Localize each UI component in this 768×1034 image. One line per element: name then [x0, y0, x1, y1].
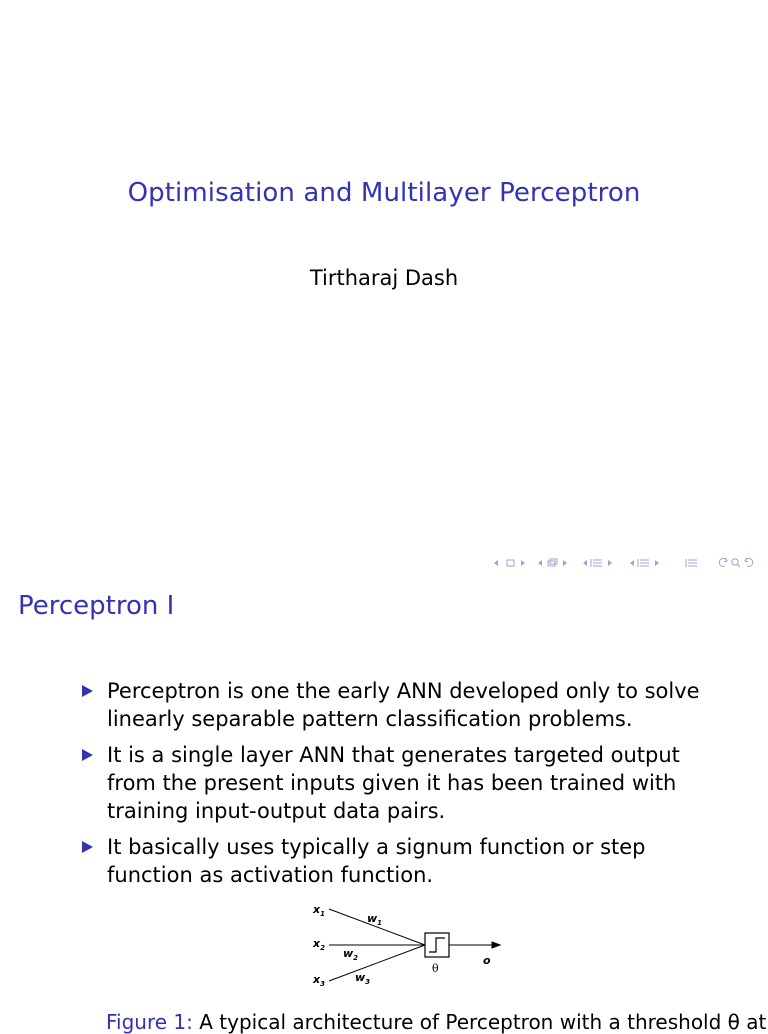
- threshold-label: θ: [432, 962, 439, 975]
- bullet-text: It is a single layer ANN that generates targeted output from the present inputs given it has been trained with training input-output data pairs.: [107, 743, 680, 823]
- next-section-icon[interactable]: [608, 560, 612, 566]
- beamer-navigation-bar: [490, 553, 764, 573]
- triangle-bullet-icon: [82, 749, 93, 761]
- back-icon[interactable]: [719, 558, 727, 566]
- triangle-bullet-icon: [82, 841, 93, 853]
- bullet-text: Perceptron is one the early ANN developed only to solve linearly separable pattern classification problems.: [107, 679, 700, 731]
- prev-doc-icon[interactable]: [630, 560, 634, 566]
- next-subsection-icon[interactable]: [563, 560, 567, 566]
- input-label-x1: $x_1$: [313, 903, 325, 918]
- bullet-list: [80, 677, 720, 897]
- author-name: Tirtharaj Dash: [309, 266, 459, 290]
- bullet-text: It basically uses typically a signum function or step function as activation function.: [107, 835, 646, 887]
- frame-icon[interactable]: [507, 560, 514, 566]
- input-label-x2: $x_2$: [313, 937, 325, 952]
- presentation-title: Optimisation and Multilayer Perceptron: [127, 178, 641, 208]
- weight-label-w1: $w_1$: [367, 912, 383, 927]
- bullet-item: [80, 677, 720, 733]
- caption-text: A typical architecture of Perceptron with a threshold θ at: [199, 1010, 767, 1034]
- triangle-bullet-icon: [82, 685, 93, 697]
- prev-frame-icon[interactable]: [494, 560, 498, 566]
- search-icon[interactable]: [732, 559, 740, 567]
- doc-icon[interactable]: [638, 559, 649, 567]
- perceptron-diagram: [305, 895, 510, 995]
- subsection-icon[interactable]: [548, 559, 557, 566]
- output-label: o: [483, 954, 491, 967]
- next-doc-icon[interactable]: [655, 560, 659, 566]
- output-arrow-icon: [449, 942, 500, 948]
- frame-title: Perceptron I: [18, 591, 175, 621]
- weight-label-w2: $w_2$: [343, 947, 359, 962]
- next-frame-icon[interactable]: [521, 560, 525, 566]
- bullet-item: [80, 741, 720, 825]
- input-label-x3: $x_3$: [313, 973, 325, 988]
- caption-label: Figure 1:: [106, 1010, 193, 1034]
- figure-caption: [106, 1010, 767, 1034]
- bullet-item: [80, 833, 720, 889]
- toc-icon[interactable]: [686, 559, 697, 567]
- step-function-node: [425, 933, 449, 957]
- forward-icon[interactable]: [745, 558, 753, 566]
- section-icon[interactable]: [591, 559, 602, 567]
- prev-section-icon[interactable]: [583, 560, 587, 566]
- prev-subsection-icon[interactable]: [538, 560, 542, 566]
- weight-label-w3: $w_3$: [355, 971, 371, 986]
